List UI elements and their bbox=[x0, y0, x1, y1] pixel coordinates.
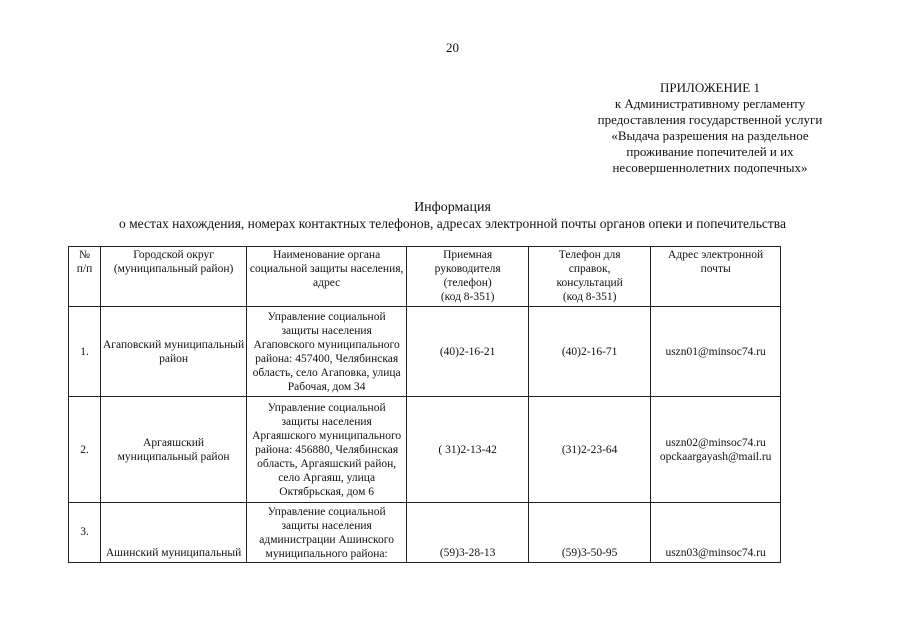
table-row bbox=[69, 397, 781, 503]
row-org-address: Управление социальной защиты населения Агаповского муниципального района: 457400, Челябинская область, село Агаповка, улица Рабочая, дом 34 bbox=[247, 307, 407, 397]
row-org-address: Управление социальной защиты населения администрации Ашинского муниципального района: bbox=[247, 503, 407, 563]
info-subtitle: о местах нахождения, номерах контактных телефонов, адресах электронной почты органов опеки и попечительства bbox=[119, 216, 786, 231]
header-reception-phone: Приемная руководителя (телефон) (код 8-351) bbox=[407, 247, 529, 307]
table-row bbox=[69, 503, 781, 563]
row-email[interactable] bbox=[651, 503, 781, 563]
row-district: Ашинский муниципальный bbox=[101, 503, 247, 563]
appendix-header bbox=[560, 80, 860, 176]
row-reception-phone: (59)3-28-13 bbox=[407, 503, 529, 563]
guardianship-bodies-table bbox=[68, 246, 781, 563]
email-link[interactable]: uszn03@minsoc74.ru bbox=[665, 547, 766, 559]
row-district: Агаповский муниципальный район bbox=[101, 307, 247, 397]
header-inquiry-phone: Телефон для справок, консультаций (код 8-351) bbox=[529, 247, 651, 307]
appendix-title: ПРИЛОЖЕНИЕ 1 bbox=[660, 80, 760, 95]
appendix-line: «Выдача разрешения на раздельное bbox=[611, 128, 809, 143]
appendix-line: проживание попечителей и их bbox=[626, 144, 794, 159]
appendix-line: несовершеннолетних подопечных» bbox=[612, 160, 808, 175]
row-district: Аргаяшский муниципальный район bbox=[101, 397, 247, 503]
row-reception-phone: (40)2-16-21 bbox=[407, 307, 529, 397]
page-number: 20 bbox=[446, 40, 459, 55]
row-reception-phone: ( 31)2-13-42 bbox=[407, 397, 529, 503]
info-title: Информация bbox=[414, 200, 491, 215]
table-header-row bbox=[69, 247, 781, 307]
row-inquiry-phone: (40)2-16-71 bbox=[529, 307, 651, 397]
row-number: 2. bbox=[69, 397, 101, 503]
email-link[interactable]: uszn02@minsoc74.ru bbox=[665, 436, 766, 449]
row-inquiry-phone: (31)2-23-64 bbox=[529, 397, 651, 503]
header-org: Наименование органа социальной защиты населения, адрес bbox=[247, 247, 407, 307]
header-num: № п/п bbox=[69, 247, 101, 307]
row-org-address: Управление социальной защиты населения Аргаяшского муниципального района: 456880, Челябинская область, Аргаяшский район, село Аргаяш, улица Октябрьская, дом 6 bbox=[247, 397, 407, 503]
email-link[interactable]: uszn01@minsoc74.ru bbox=[665, 345, 766, 358]
header-district: Городской округ (муниципальный район) bbox=[101, 247, 247, 307]
row-number: 3. bbox=[69, 503, 101, 563]
header-email: Адрес электронной почты bbox=[651, 247, 781, 307]
row-email[interactable] bbox=[651, 397, 781, 503]
row-inquiry-phone: (59)3-50-95 bbox=[529, 503, 651, 563]
row-email[interactable] bbox=[651, 307, 781, 397]
appendix-line: предоставления государственной услуги bbox=[597, 112, 823, 127]
email-link[interactable]: opckaargayash@mail.ru bbox=[659, 450, 772, 463]
appendix-line: к Административному регламенту bbox=[614, 96, 806, 111]
table-row bbox=[69, 307, 781, 397]
row-number: 1. bbox=[69, 307, 101, 397]
